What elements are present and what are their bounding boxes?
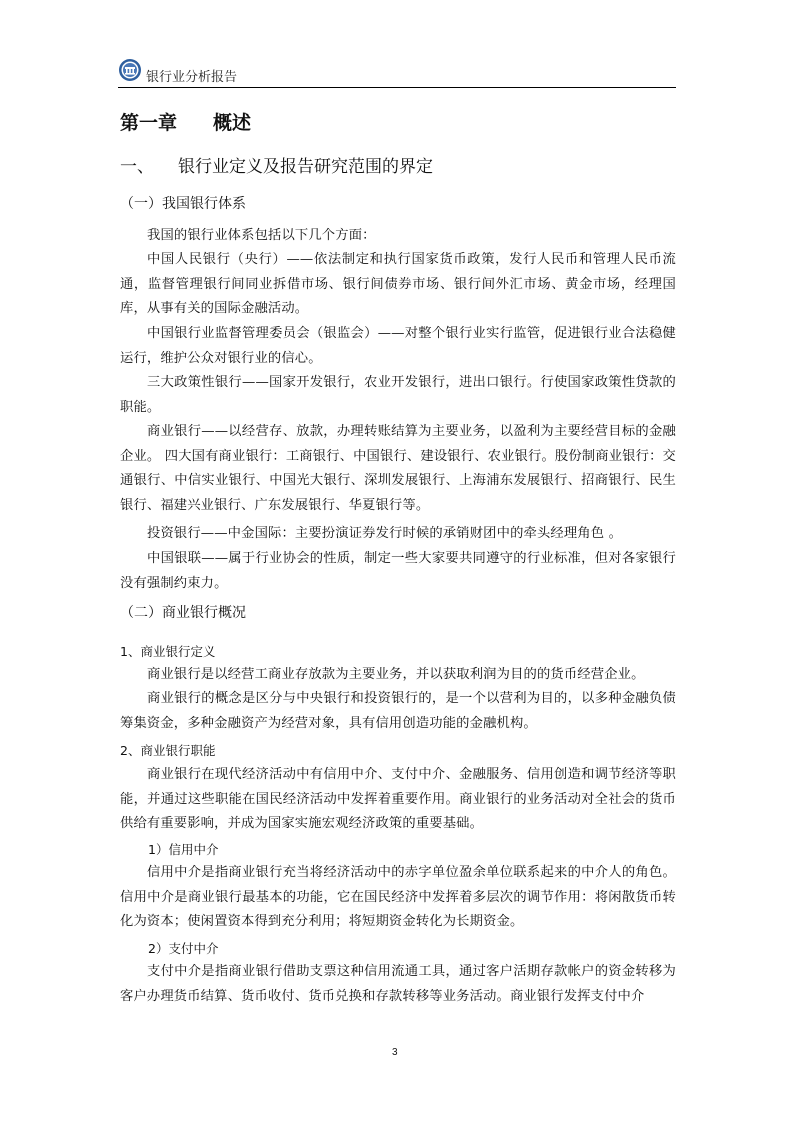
paragraph: 商业银行在现代经济活动中有信用中介、支付中介、金融服务、信用创造和调节经济等职能，并通过这些职能在国民经济活动中发挥着重要作用。商业银行的业务活动对全社会的货币供给有重要影响，并成为国家实施宏观经济政策的重要基础。	[120, 767, 676, 831]
subsection-heading-banking-system: （一）我国银行体系	[120, 196, 246, 212]
page-header	[118, 58, 676, 88]
chapter-title: 概述	[213, 112, 252, 134]
paragraph: 中国银行业监督管理委员会（银监会）——对整个银行业实行监管，促进银行业合法稳健运行，维护公众对银行业的信心。	[120, 326, 676, 366]
paragraph: 信用中介是指商业银行充当将经济活动中的赤字单位盈余单位联系起来的中介人的角色。信用中介是商业银行最基本的功能，它在国民经济中发挥着多层次的调节作用：将闲散货币转化为资本；使闲置资本得到充分利用；将短期资金转化为长期资金。	[120, 865, 676, 929]
paragraph: 中国银联——属于行业协会的性质，制定一些大家要共同遵守的行业标准，但对各家银行没有强制约束力。	[120, 551, 676, 591]
chapter-heading	[120, 108, 251, 135]
heading-functions: 2、商业银行职能	[120, 743, 216, 758]
heading-definition: 1、商业银行定义	[120, 644, 216, 659]
heading-payment-intermediary: 2）支付中介	[148, 941, 219, 956]
chapter-number: 第一章	[120, 112, 178, 134]
paragraph: 三大政策性银行——国家开发银行，农业开发银行，进出口银行。行使国家政策性贷款的职能。	[120, 375, 676, 415]
paragraph: 商业银行是以经营工商业存放款为主要业务，并以获取利润为目的的货币经营企业。	[147, 667, 645, 682]
paragraph: 商业银行——以经营存、放款，办理转账结算为主要业务，以盈利为主要经营目标的金融企业。 四大国有商业银行：工商银行、中国银行、建设银行、农业银行。股份制商业银行：交通银行、中信实业银行、中国光大银行、深圳发展银行、上海浦东发展银行、招商银行、民生银行、福建兴业银行、广东发展银行、华夏银行等。	[120, 424, 676, 513]
paragraph: 商业银行的概念是区分与中央银行和投资银行的，是一个以营利为目的，以多种金融负债筹集资金，多种金融资产为经营对象，具有信用创造功能的金融机构。	[120, 691, 676, 731]
section-number: 一、	[120, 157, 154, 177]
page-number: 3	[392, 1047, 398, 1058]
heading-credit-intermediary: 1）信用中介	[148, 842, 219, 857]
bank-seal-icon	[118, 58, 142, 82]
subsection-heading-commercial-banks: （二）商业银行概况	[120, 605, 246, 621]
paragraph: 我国的银行业体系包括以下几个方面：	[147, 228, 376, 243]
paragraph: 中国人民银行（央行）——依法制定和执行国家货币政策，发行人民币和管理人民币流通，监督管理银行间同业拆借市场、银行间债券市场、银行间外汇市场、黄金市场，经理国库，从事有关的国际金融活动。	[120, 252, 676, 316]
section-title: 银行业定义及报告研究范围的界定	[178, 157, 433, 177]
header-title: 银行业分析报告	[146, 70, 238, 85]
paragraph: 支付中介是指商业银行借助支票这种信用流通工具，通过客户活期存款帐户的资金转移为客户办理货币结算、货币收付、货币兑换和存款转移等业务活动。商业银行发挥支付中介	[120, 964, 676, 1004]
paragraph: 投资银行——中金国际：主要扮演证券发行时候的承销财团中的牵头经理角色 。	[147, 526, 623, 541]
header-divider	[118, 87, 676, 88]
section-heading	[120, 152, 433, 177]
